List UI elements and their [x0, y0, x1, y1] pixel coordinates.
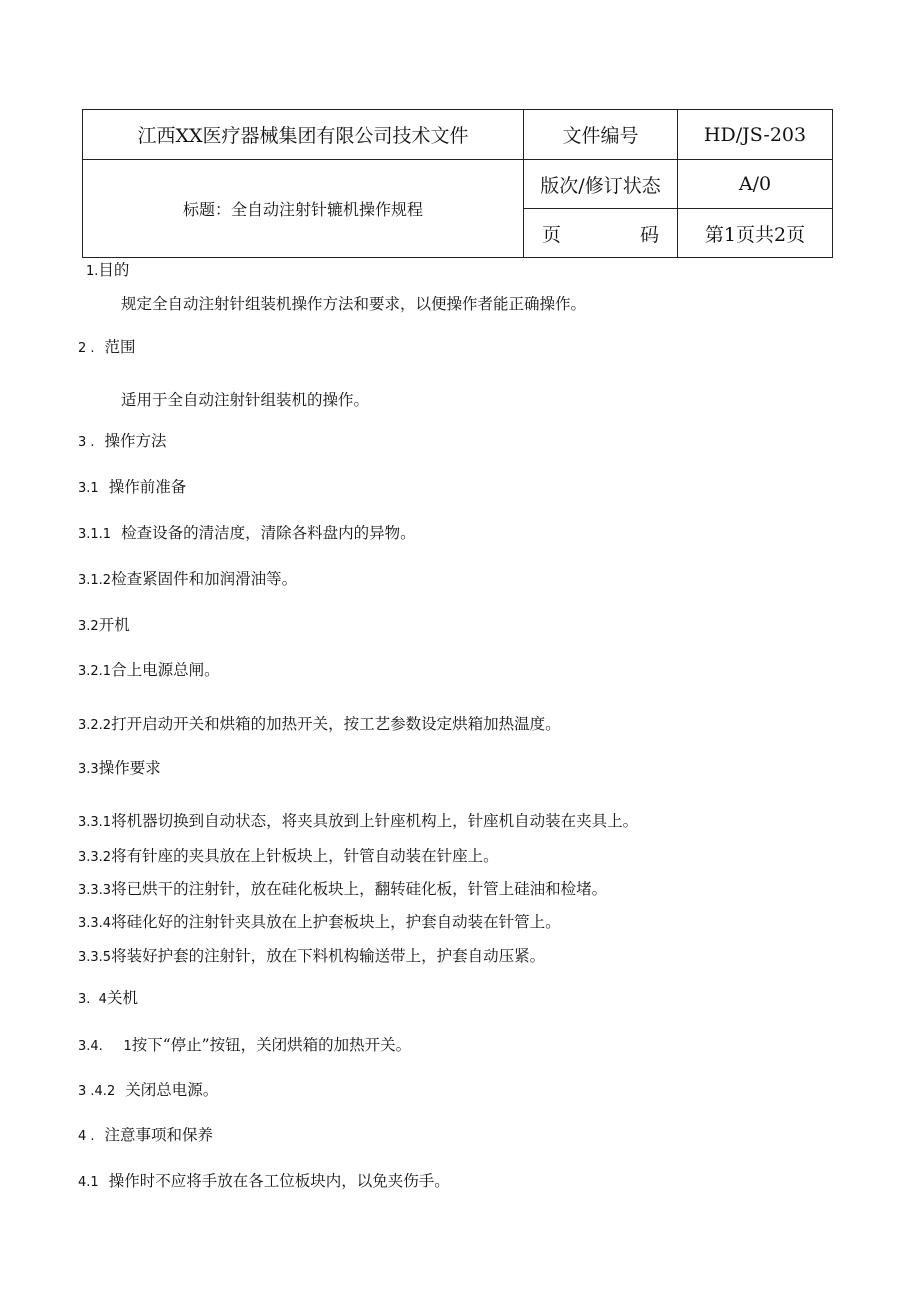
item-3-4-2	[78, 1079, 218, 1103]
item-text: 打开启动开关和烘箱的加热开关，按工艺参数设定烘箱加热温度。	[111, 715, 561, 733]
paragraph-text: 规定全自动注射针组装机操作方法和要求，以便操作者能正确操作。	[121, 295, 587, 313]
item-text: 将机器切换到自动状态，将夹具放到上针座机构上，针座机自动装在夹具上。	[111, 812, 639, 830]
document-header-table	[82, 109, 833, 258]
item-3-3-5	[78, 945, 545, 969]
section-number: 4 .	[78, 1129, 95, 1144]
item-3-1-1	[78, 522, 416, 546]
item-3-2-1	[78, 659, 220, 683]
document-title: 标题：全自动注射针辘机操作规程	[83, 160, 524, 258]
section-text: 范围	[104, 338, 136, 356]
item-3-4-1	[78, 1034, 411, 1058]
item-3-2	[78, 614, 130, 638]
page-label-part-a: 页	[542, 223, 562, 246]
item-text: 操作前准备	[108, 478, 187, 496]
item-number: 4.1	[78, 1175, 99, 1190]
item-number: 3.1	[78, 481, 99, 496]
item-text: 关闭总电源。	[125, 1081, 219, 1099]
item-number: 3.3.2	[78, 850, 112, 865]
item-3-3	[78, 757, 161, 781]
doc-number-label: 文件编号	[524, 110, 678, 160]
item-number: 3.4. 1	[78, 1039, 132, 1054]
item-4-1	[78, 1170, 450, 1194]
item-3-3-3	[78, 878, 607, 902]
item-text: 操作要求	[98, 759, 161, 777]
revision-label: 版次/修订状态	[524, 160, 678, 209]
company-doc-title: 江西XX医疗器械集团有限公司技术文件	[83, 110, 524, 160]
item-text: 操作时不应将手放在各工位板块内，以免夹伤手。	[108, 1172, 450, 1190]
item-text: 合上电源总闸。	[111, 661, 220, 679]
item-number: 3.3.4	[78, 916, 112, 931]
item-number: 3.3.3	[78, 883, 112, 898]
item-number: 3.3.5	[78, 950, 112, 965]
section-text: 目的	[98, 261, 130, 279]
page-label-part-b: 码	[639, 223, 659, 246]
item-text: 关机	[106, 989, 138, 1007]
item-number: 3.1.2	[78, 573, 112, 588]
item-number: 3.2.1	[78, 664, 112, 679]
item-number: 3.2.2	[78, 718, 112, 733]
section-text: 注意事项和保养	[104, 1126, 214, 1144]
doc-number: HD/JS-203	[678, 110, 833, 160]
item-text: 开机	[98, 616, 130, 634]
item-3-2-2	[78, 713, 561, 737]
item-number: 3.1.1	[78, 527, 112, 542]
section-3-heading	[78, 430, 167, 454]
section-1-paragraph	[121, 293, 586, 315]
item-number: 3.3.1	[78, 815, 112, 830]
section-text: 操作方法	[104, 432, 167, 450]
item-text: 将已烘干的注射针，放在硅化板块上，翻转硅化板，针管上硅油和检堵。	[111, 880, 608, 898]
item-text: 按下“停止”按钮，关闭烘箱的加热开关。	[131, 1036, 412, 1054]
page-value: 第1页共2页	[678, 209, 833, 258]
section-2-heading	[78, 336, 136, 360]
revision-value: A/0	[678, 160, 833, 209]
section-number: 2 .	[78, 341, 95, 356]
section-1-heading	[86, 259, 129, 283]
item-number: 3. 4	[78, 992, 107, 1007]
item-text: 将装好护套的注射针，放在下料机构输送带上，护套自动压紧。	[111, 947, 546, 965]
item-3-4	[78, 987, 138, 1011]
item-text: 检查紧固件和加润滑油等。	[111, 570, 298, 588]
item-text: 检查设备的清洁度，清除各料盘内的异物。	[121, 524, 416, 542]
item-3-1	[78, 476, 186, 500]
item-text: 将有针座的夹具放在上针板块上，针管自动装在针座上。	[111, 847, 499, 865]
section-2-paragraph	[121, 389, 369, 411]
item-number: 3 .4.2	[78, 1084, 116, 1099]
section-number: 1.	[86, 264, 99, 279]
section-4-heading	[78, 1124, 213, 1148]
item-text: 将硅化好的注射针夹具放在上护套板块上，护套自动装在针管上。	[111, 913, 561, 931]
item-number: 3.3	[78, 762, 99, 777]
item-3-3-1	[78, 810, 638, 834]
item-3-3-4	[78, 911, 561, 935]
item-number: 3.2	[78, 619, 99, 634]
paragraph-text: 适用于全自动注射针组装机的操作。	[121, 391, 370, 409]
section-number: 3 .	[78, 435, 95, 450]
page-label	[524, 209, 678, 258]
item-3-3-2	[78, 845, 499, 869]
item-3-1-2	[78, 568, 297, 592]
